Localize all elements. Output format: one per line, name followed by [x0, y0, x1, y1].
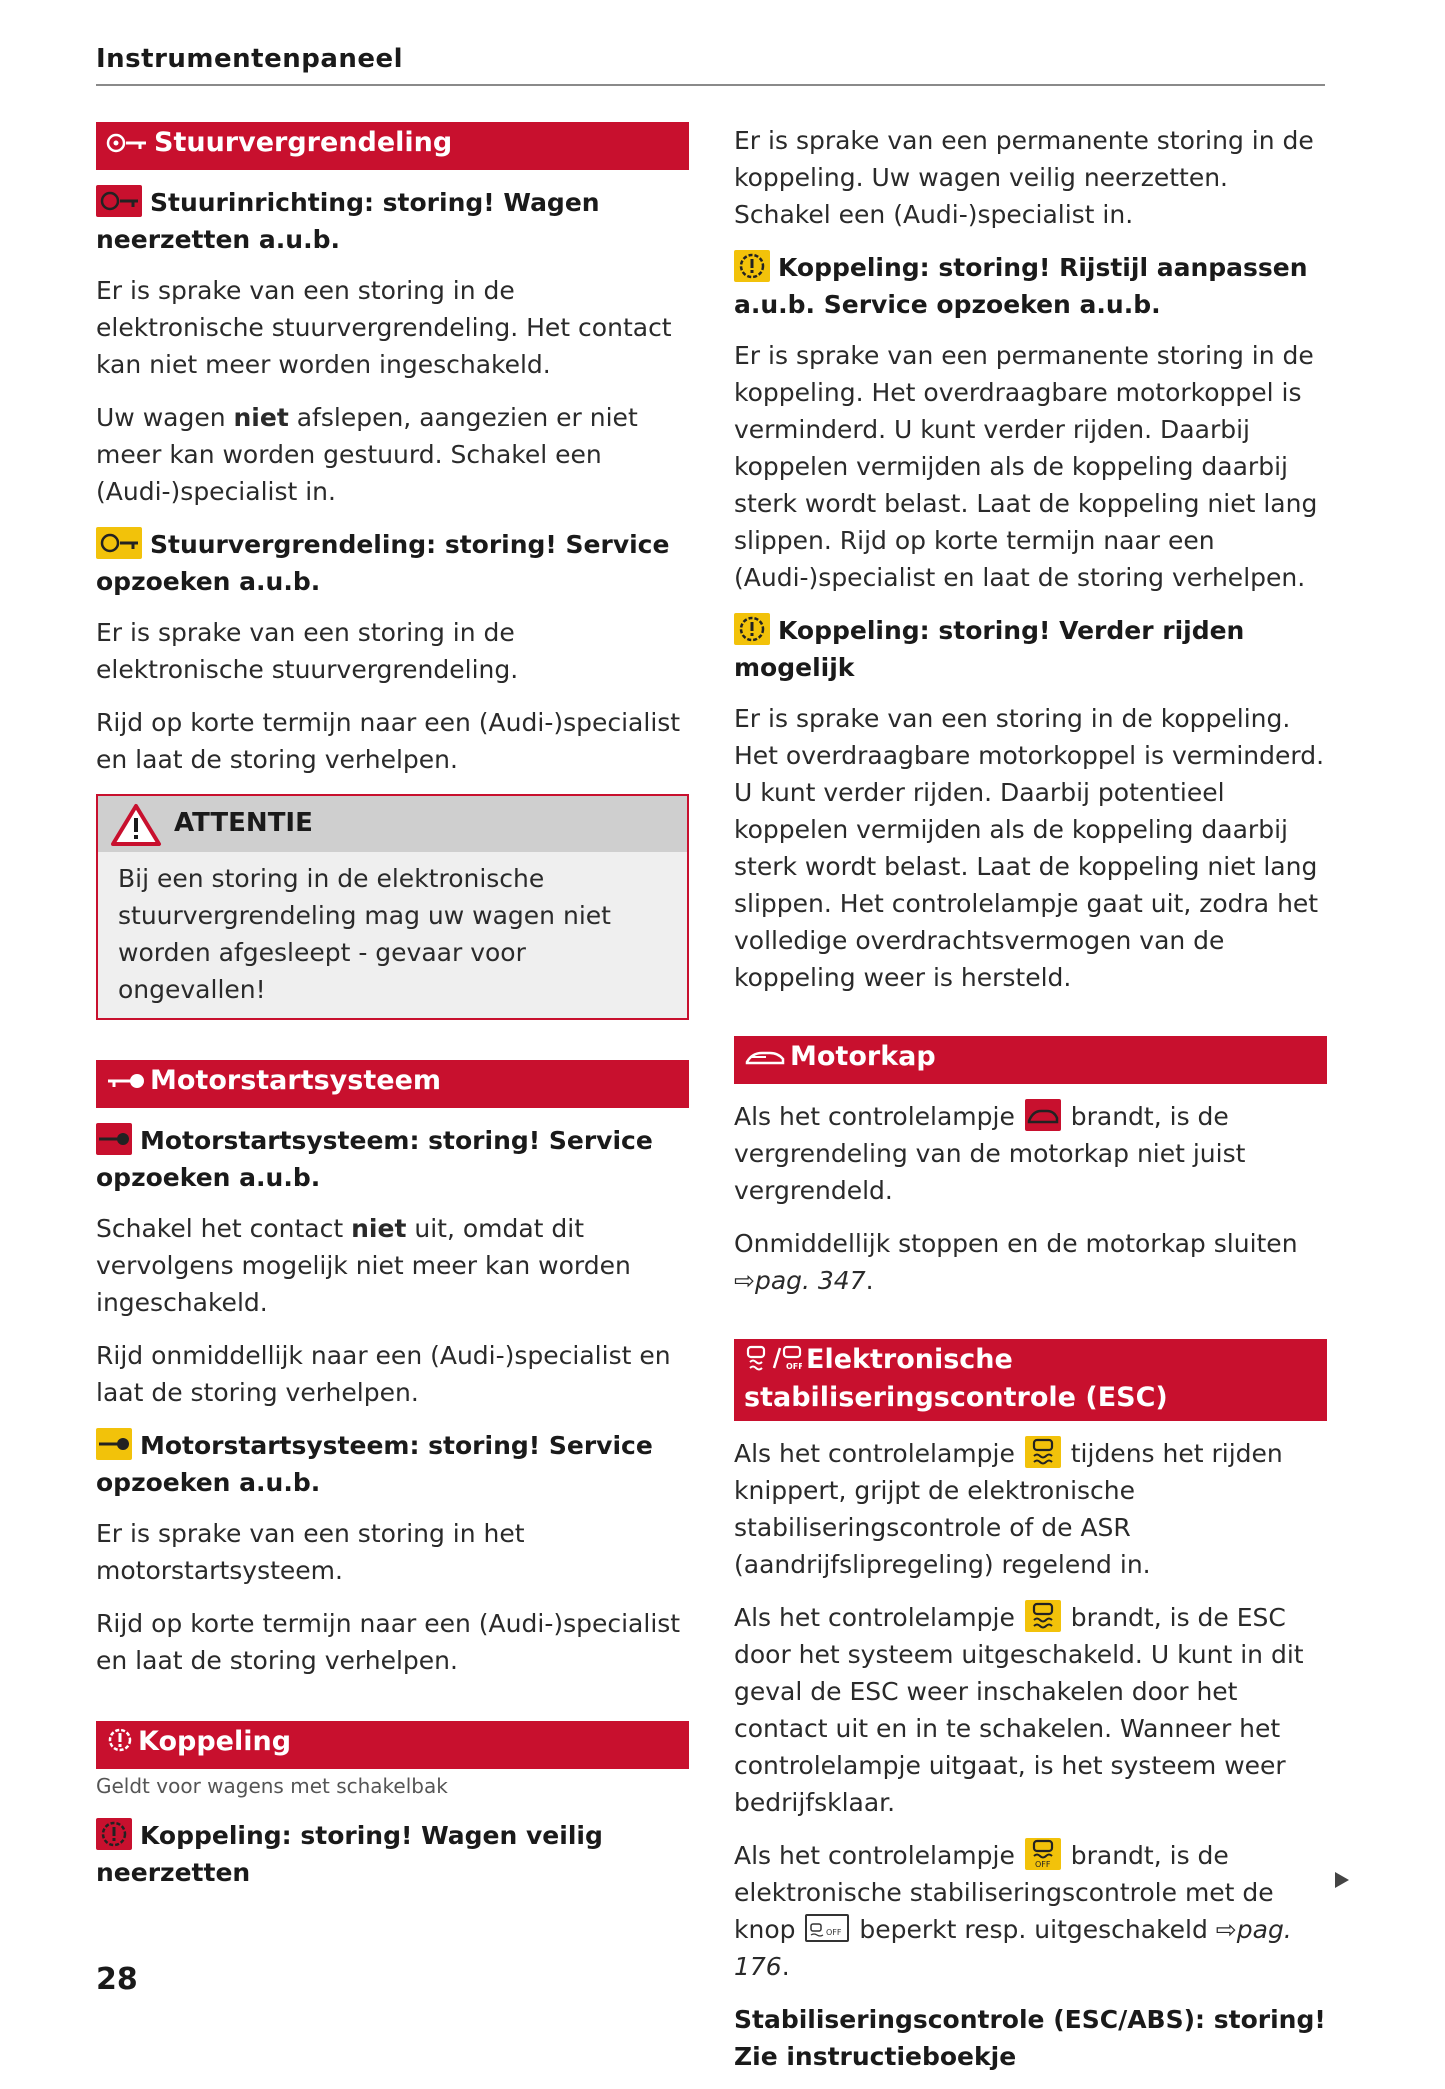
paragraph: Uw wagen niet afslepen, aangezien er niet meer kan worden gestuurd. Schakel een (Audi-)specialist in. — [96, 403, 638, 506]
page-number: 28 — [96, 1962, 138, 1997]
paragraph: Er is sprake van een storing in de koppeling. Het overdraagbare motorkoppel is verminderd. U kunt verder rijden. Daarbij potentieel koppelen vermijden als de koppeling daarbij sterk wordt belast. Laat de koppeling niet lang slippen. Het controlelampje gaat uit, zodra het volledige overdrachtsvermogen van de koppeling weer is hersteld. — [734, 704, 1325, 992]
warning-box — [96, 794, 689, 1020]
paragraph: Er is sprake van een permanente storing in de koppeling. Uw wagen veilig neerzetten. Schakel een (Audi-)specialist in. — [734, 126, 1314, 229]
hood-icon — [744, 1044, 786, 1078]
message-engine-start-fault-red: Motorstartsysteem: storing! Service opzoeken a.u.b. — [96, 1122, 689, 1196]
section-heading-motorkap — [734, 1036, 1327, 1084]
paragraph: Er is sprake van een permanente storing in de koppeling. Het overdraagbare motorkoppel is verminderd. U kunt verder rijden. Daarbij koppelen vermijden als de koppeling daarbij sterk wordt belast. Laat de koppeling niet lang slippen. Rijd op korte termijn naar een (Audi-)specialist en laat de storing verhelpen. — [734, 341, 1318, 592]
section-title: Motorkap — [790, 1041, 936, 1072]
section-heading-esc — [734, 1339, 1327, 1421]
message-clutch-continue: Koppeling: storing! Verder rijden mogelijk — [734, 612, 1327, 686]
message-engine-start-fault-yellow: Motorstartsysteem: storing! Service opzoeken a.u.b. — [96, 1427, 689, 1501]
page-reference-link[interactable]: pag. 347 — [754, 1266, 866, 1295]
message-clutch-fault-red: Koppeling: storing! Wagen veilig neerzetten — [96, 1817, 689, 1891]
paragraph: Rijd op korte termijn naar een (Audi-)specialist en laat de storing verhelpen. — [96, 708, 681, 774]
steering-lock-icon — [106, 130, 150, 164]
paragraph: Er is sprake van een storing in de elektronische stuurvergrendeling. Het contact kan niet meer worden ingeschakeld. — [96, 276, 672, 379]
paragraph: Als het controlelampje tijdens het rijden knippert, grijpt de elektronische stabiliseringscontrole of de ASR (aandrijfslipregeling) regelend in. — [734, 1435, 1327, 1583]
section-title: Motorstartsysteem — [150, 1065, 442, 1096]
section-heading-koppeling — [96, 1721, 689, 1769]
steering-lock-icon — [96, 527, 142, 559]
esc-icon — [744, 1344, 802, 1381]
warning-label: ATTENTIE — [174, 808, 313, 838]
svg-text:OFF: OFF — [826, 1928, 842, 1937]
esc-icon — [1025, 1436, 1061, 1468]
paragraph: Onmiddellijk stoppen en de motorkap sluiten ⇨pag. 347. — [734, 1229, 1298, 1295]
key-icon — [96, 1123, 132, 1155]
esc-off-icon — [1025, 1838, 1061, 1870]
key-icon — [96, 1428, 132, 1460]
paragraph: Schakel het contact niet uit, omdat dit vervolgens mogelijk niet meer kan worden ingeschakeld. — [96, 1214, 631, 1317]
next-page-arrow-icon — [1333, 1870, 1351, 1894]
header-divider — [96, 84, 1325, 86]
esc-icon — [1025, 1600, 1061, 1632]
paragraph: Als het controlelampje OFF brandt, is de elektronische stabiliseringscontrole met de knop OFF beperkt resp. uitgeschakeld ⇨pag. 176. — [734, 1837, 1327, 1985]
svg-text:OFF: OFF — [1034, 1860, 1051, 1869]
paragraph: Als het controlelampje brandt, is de ESC door het systeem uitgeschakeld. U kunt in dit geval de ESC weer inschakelen door het contact uit en in te schakelen. Wanneer het controlelampje uitgaat, is het systeem weer bedrijfsklaar. — [734, 1599, 1327, 1821]
section-title: Elektronische stabiliseringscontrole (ESC) — [744, 1344, 1168, 1413]
paragraph: Er is sprake van een storing in de elektronische stuurvergrendeling. — [96, 618, 519, 684]
left-column — [96, 122, 689, 1905]
page-header-title: Instrumentenpaneel — [96, 44, 404, 74]
section-title: Koppeling — [138, 1726, 292, 1757]
paragraph: Rijd onmiddellijk naar een (Audi-)specialist en laat de storing verhelpen. — [96, 1341, 671, 1407]
esc-off-button-icon — [805, 1914, 849, 1942]
clutch-icon — [106, 1726, 134, 1763]
reference-arrow-icon: ⇨ — [734, 1266, 755, 1295]
warning-text: Bij een storing in de elektronische stuurvergrendeling mag uw wagen niet worden afgesleept - gevaar voor ongevallen! — [118, 864, 611, 1004]
steering-lock-icon — [96, 185, 142, 217]
clutch-icon — [96, 1818, 132, 1850]
paragraph: Er is sprake van een storing in het motorstartsysteem. — [96, 1519, 525, 1585]
section-subtitle: Geldt voor wagens met schakelbak — [96, 1774, 448, 1798]
warning-header — [98, 796, 687, 852]
paragraph: Als het controlelampje brandt, is de vergrendeling van de motorkap niet juist vergrendeld. — [734, 1098, 1327, 1209]
section-heading-stuurvergrendeling — [96, 122, 689, 170]
reference-arrow-icon: ⇨ — [1215, 1915, 1237, 1944]
right-column — [734, 122, 1327, 2089]
message-steering-lock-fault: Stuurvergrendeling: storing! Service opzoeken a.u.b. — [96, 526, 689, 600]
key-icon — [106, 1068, 146, 1102]
message-steering-fault: Stuurinrichting: storing! Wagen neerzetten a.u.b. — [96, 184, 689, 258]
section-title: Stuurvergrendeling — [154, 127, 453, 158]
clutch-icon — [734, 613, 770, 645]
clutch-icon — [734, 250, 770, 282]
section-heading-motorstartsysteem — [96, 1060, 689, 1108]
paragraph: Rijd op korte termijn naar een (Audi-)specialist en laat de storing verhelpen. — [96, 1609, 681, 1675]
message-esc-abs-fault: Stabiliseringscontrole (ESC/ABS): storing! Zie instructieboekje — [734, 2005, 1326, 2071]
svg-text:OFF: OFF — [786, 1362, 802, 1371]
warning-triangle-icon — [110, 803, 162, 854]
hood-icon — [1025, 1099, 1061, 1131]
message-clutch-adjust: Koppeling: storing! Rijstijl aanpassen a.u.b. Service opzoeken a.u.b. — [734, 249, 1327, 323]
page-reference-link[interactable]: pag. 176 — [734, 1915, 1292, 1981]
